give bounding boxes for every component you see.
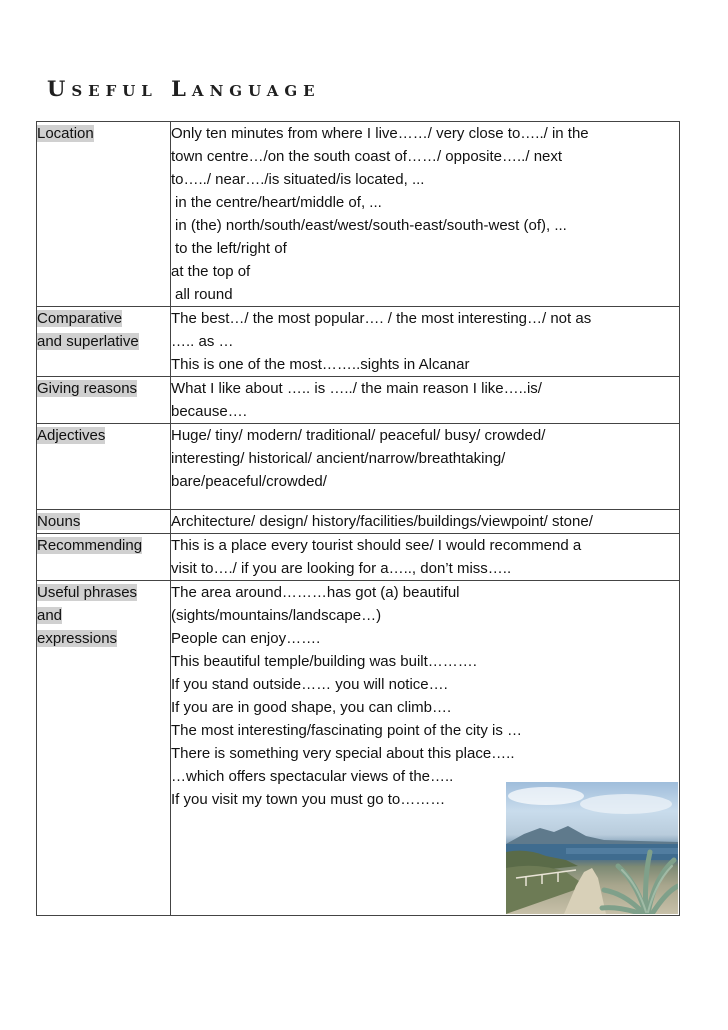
phrase-line: This is one of the most……..sights in Alcanar	[171, 356, 470, 373]
phrases-cell	[171, 510, 680, 534]
category-label: Comparative	[37, 310, 123, 327]
category-cell	[37, 510, 171, 534]
category-cell	[37, 534, 171, 581]
page-title: Useful Language	[47, 76, 321, 101]
table-row	[37, 424, 680, 510]
phrase-line: This beautiful temple/building was built……….	[171, 653, 477, 670]
phrase-line: People can enjoy…….	[171, 630, 321, 647]
phrase-line: because….	[171, 403, 247, 420]
phrases-cell	[171, 581, 680, 916]
phrase-line: …which offers spectacular views of the…..	[171, 768, 454, 785]
category-label: Giving reasons	[37, 380, 138, 397]
category-label: Nouns	[37, 513, 81, 530]
table-row	[37, 534, 680, 581]
phrases-cell	[171, 122, 680, 307]
table-row	[37, 510, 680, 534]
useful-language-table	[36, 121, 680, 916]
table-row	[37, 307, 680, 377]
phrase-line: in (the) north/south/east/west/south-east/south-west (of), ...	[175, 217, 567, 234]
table-row	[37, 377, 680, 424]
phrase-line: If you stand outside…… you will notice….	[171, 676, 448, 693]
phrase-line: Huge/ tiny/ modern/ traditional/ peaceful/ busy/ crowded/	[171, 427, 546, 444]
phrases-cell	[171, 534, 680, 581]
phrase-line: at the top of	[171, 263, 251, 280]
phrase-line: The best…/ the most popular…. / the most interesting…/ not as	[171, 310, 592, 327]
phrase-line: Only ten minutes from where I live……/ very close to…../ in the	[171, 125, 589, 142]
phrases-cell	[171, 424, 680, 510]
phrase-line: Architecture/ design/ history/facilities/buildings/viewpoint/ stone/	[171, 513, 593, 530]
category-label: and	[37, 607, 63, 624]
phrase-line: to…../ near…./is situated/is located, ...	[171, 171, 425, 188]
phrase-line: What I like about ….. is …../ the main reason I like…..is/	[171, 380, 542, 397]
phrase-line: The most interesting/fascinating point of the city is …	[171, 722, 522, 739]
category-cell	[37, 424, 171, 510]
category-cell	[37, 122, 171, 307]
category-label: and superlative	[37, 333, 139, 350]
phrase-line: bare/peaceful/crowded/	[171, 473, 327, 490]
phrase-line: in the centre/heart/middle of, ...	[175, 194, 382, 211]
phrase-line: If you are in good shape, you can climb….	[171, 699, 452, 716]
phrase-line: town centre…/on the south coast of……/ opposite…../ next	[171, 148, 563, 165]
category-label: Recommending	[37, 537, 143, 554]
phrase-line: If you visit my town you must go to………	[171, 791, 446, 808]
category-cell	[37, 581, 171, 916]
phrase-line: ….. as …	[171, 333, 234, 350]
table-row	[37, 122, 680, 307]
phrase-line: interesting/ historical/ ancient/narrow/breathtaking/	[171, 450, 506, 467]
phrase-line: all round	[175, 286, 233, 303]
phrases-cell	[171, 307, 680, 377]
category-cell	[37, 377, 171, 424]
category-label: expressions	[37, 630, 118, 647]
phrase-line: to the left/right of	[175, 240, 287, 257]
category-cell	[37, 307, 171, 377]
coastal-landscape-photo	[506, 782, 678, 914]
table-row	[37, 581, 680, 916]
phrase-line: There is something very special about this place…..	[171, 745, 515, 762]
phrase-line: (sights/mountains/landscape…)	[171, 607, 382, 624]
phrase-line: This is a place every tourist should see/ I would recommend a	[171, 537, 582, 554]
phrases-cell	[171, 377, 680, 424]
phrase-line: The area around………has got (a) beautiful	[171, 584, 460, 601]
category-label: Useful phrases	[37, 584, 138, 601]
category-label: Adjectives	[37, 427, 106, 444]
category-label: Location	[37, 125, 94, 142]
phrase-line: visit to…./ if you are looking for a….., don’t miss…..	[171, 560, 512, 577]
